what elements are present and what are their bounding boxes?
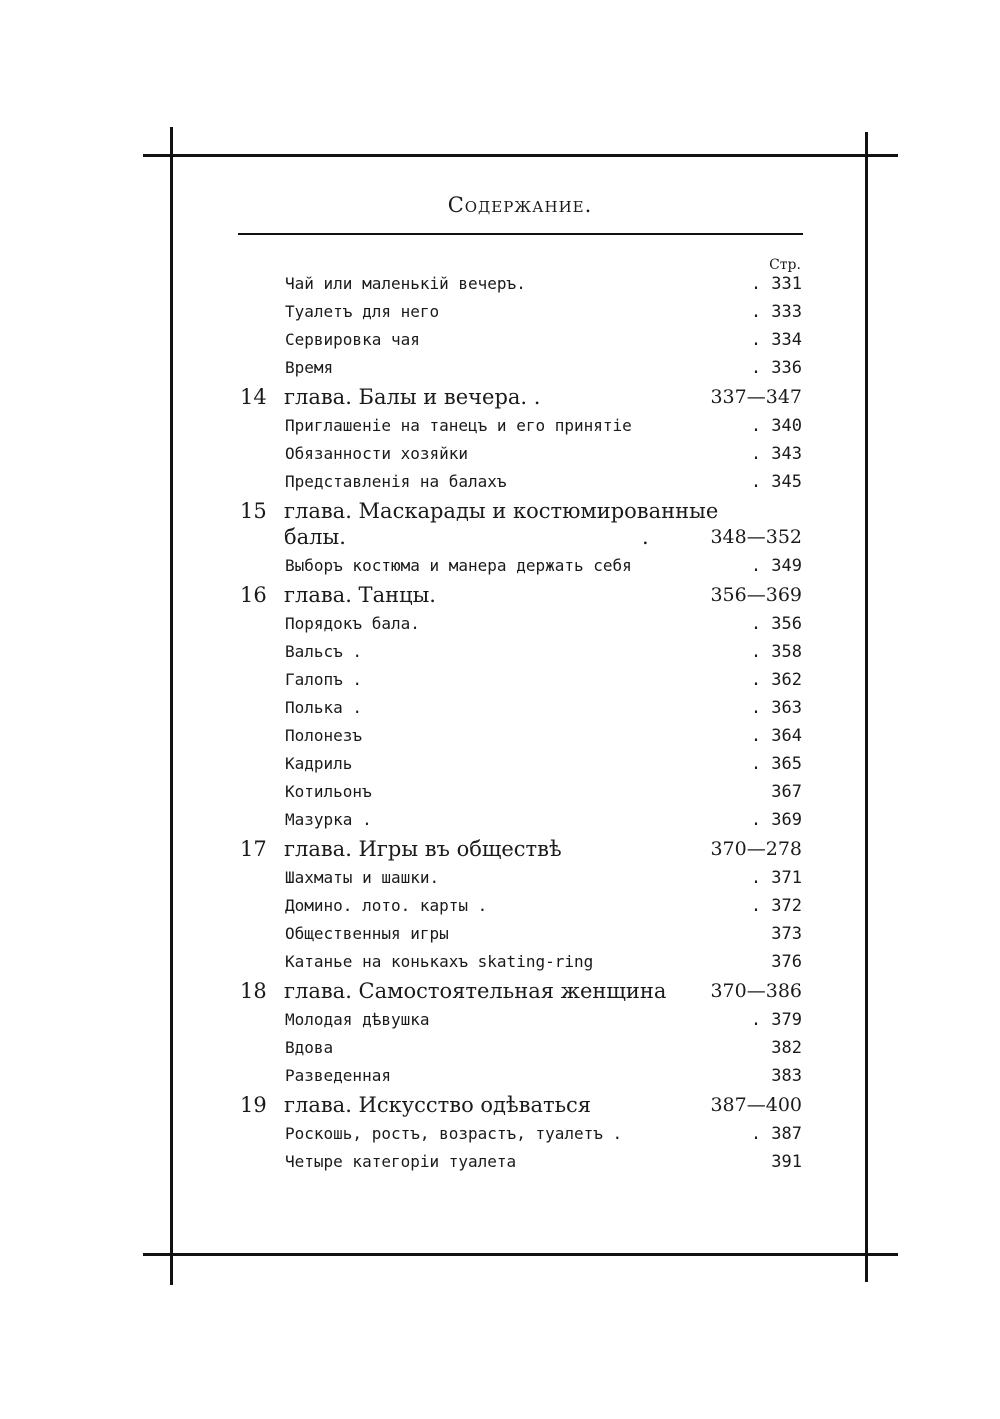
chapter-number: 15	[240, 499, 267, 523]
toc-entry-title: Общественныя игры	[285, 924, 449, 943]
toc-subentry	[240, 778, 805, 806]
toc-subentry	[240, 270, 805, 298]
chapter-title: глава. Искусство одѣваться	[284, 1093, 592, 1117]
toc-subentry	[240, 638, 805, 666]
toc-page-number: . 369	[750, 810, 802, 830]
toc-entry-title: Кадриль	[285, 754, 353, 773]
toc-subentry	[240, 468, 805, 496]
toc-entry-title: Чай или маленькій вечеръ.	[285, 274, 526, 293]
chapter-page-range: 370—278	[710, 838, 802, 860]
toc-page-number: . 365	[750, 754, 802, 774]
toc-page-number: . 363	[750, 698, 802, 718]
toc-entry-title: Шахматы и шашки.	[285, 868, 440, 887]
toc-page-number: . 358	[750, 642, 802, 662]
toc-entry-title: Вдова	[285, 1038, 334, 1057]
toc-entry-title: Время	[285, 358, 334, 377]
toc-page-number: . 372	[750, 896, 802, 916]
chapter-title: глава. Игры въ обществѣ	[284, 837, 562, 861]
chapter-number: 17	[240, 837, 267, 861]
toc-chapter	[240, 496, 805, 552]
chapter-title: глава. Танцы.	[284, 583, 436, 607]
leader-dot: .	[642, 525, 649, 549]
toc-subentry	[240, 412, 805, 440]
toc-page-number: 376	[771, 952, 802, 972]
right-frame-rule	[865, 132, 868, 1282]
toc-entry-title: Роскошь, ростъ, возрастъ, туалетъ .	[285, 1124, 623, 1143]
toc-subentry	[240, 666, 805, 694]
toc-chapter	[240, 382, 805, 412]
toc-entry-title: Приглашеніе на танецъ и его принятіе	[285, 416, 632, 435]
toc-chapter	[240, 834, 805, 864]
chapter-number: 14	[240, 385, 267, 409]
page-column-label: Стр.	[769, 257, 801, 273]
toc-entry-title: Катанье на конькахъ skating-ring	[285, 952, 594, 971]
bottom-frame-rule	[143, 1253, 898, 1256]
toc-entry-title: Котильонъ	[285, 782, 372, 801]
toc-subentry	[240, 298, 805, 326]
toc-entry-title: Представленія на балахъ	[285, 472, 507, 491]
toc-subentry	[240, 920, 805, 948]
toc-subentry	[240, 1062, 805, 1090]
toc-entry-title: Полька .	[285, 698, 363, 717]
toc-page-number: . 362	[750, 670, 802, 690]
toc-page-number: . 345	[750, 472, 802, 492]
toc-entry-title: Обязанности хозяйки	[285, 444, 469, 463]
toc-subentry	[240, 1148, 805, 1176]
toc-page-number: . 340	[750, 416, 802, 436]
title-underline	[238, 233, 803, 235]
toc-page-number: 373	[771, 924, 802, 944]
toc-page-number: 367	[771, 782, 802, 802]
toc-subentry	[240, 440, 805, 468]
toc-subentry	[240, 1120, 805, 1148]
toc-page-number: . 349	[750, 556, 802, 576]
chapter-page-range: 337—347	[710, 386, 802, 408]
toc-page-number: . 336	[750, 358, 802, 378]
toc-chapter	[240, 976, 805, 1006]
toc-page-number: 383	[771, 1066, 802, 1086]
toc-subentry	[240, 892, 805, 920]
toc-chapter	[240, 1090, 805, 1120]
toc-entry-title: Разведенная	[285, 1066, 391, 1085]
chapter-page-range: 370—386	[710, 980, 802, 1002]
toc-page-number: . 356	[750, 614, 802, 634]
chapter-title: глава. Самостоятельная женщина	[284, 979, 667, 1003]
toc-page-number: . 371	[750, 868, 802, 888]
toc-subentry	[240, 610, 805, 638]
chapter-number: 19	[240, 1093, 267, 1117]
top-frame-rule	[143, 154, 898, 157]
toc-entry-title: Галопъ .	[285, 670, 363, 689]
toc-entry-title: Выборъ костюма и манера держать себя	[285, 556, 632, 575]
toc-entry-title: Порядокъ бала.	[285, 614, 420, 633]
toc-chapter	[240, 580, 805, 610]
chapter-page-range: 387—400	[710, 1094, 802, 1116]
toc-page-number: 382	[771, 1038, 802, 1058]
toc-page-number: . 343	[750, 444, 802, 464]
toc-page-number: . 334	[750, 330, 802, 350]
toc-entry-title: Домино. лото. карты .	[285, 896, 488, 915]
chapter-page-range: 356—369	[710, 584, 802, 606]
chapter-title: глава. Балы и вечера. .	[284, 385, 541, 409]
table-of-contents	[240, 270, 805, 1176]
chapter-title-continued: балы.	[284, 525, 346, 549]
toc-entry-title: Вальсъ .	[285, 642, 363, 661]
toc-page-number: . 387	[750, 1124, 802, 1144]
toc-subentry	[240, 354, 805, 382]
toc-page-number: . 364	[750, 726, 802, 746]
toc-entry-title: Мазурка .	[285, 810, 372, 829]
toc-entry-title: Четыре категоріи туалета	[285, 1152, 517, 1171]
toc-page-number: . 331	[750, 274, 802, 294]
page-title: Содержание.	[447, 193, 593, 217]
left-frame-rule	[170, 127, 173, 1285]
toc-subentry	[240, 864, 805, 892]
toc-entry-title: Молодая дѣвушка	[285, 1010, 430, 1029]
toc-subentry	[240, 552, 805, 580]
toc-subentry	[240, 694, 805, 722]
toc-subentry	[240, 1006, 805, 1034]
toc-page-number: 391	[771, 1152, 802, 1172]
toc-subentry	[240, 722, 805, 750]
toc-subentry	[240, 750, 805, 778]
toc-subentry	[240, 806, 805, 834]
toc-entry-title: Туалетъ для него	[285, 302, 440, 321]
toc-subentry	[240, 1034, 805, 1062]
toc-subentry	[240, 948, 805, 976]
chapter-number: 16	[240, 583, 267, 607]
toc-page-number: . 379	[750, 1010, 802, 1030]
chapter-number: 18	[240, 979, 267, 1003]
toc-subentry	[240, 326, 805, 354]
chapter-title: глава. Маскарады и костюмированные	[284, 499, 719, 523]
toc-page-number: . 333	[750, 302, 802, 322]
toc-entry-title: Полонезъ	[285, 726, 363, 745]
chapter-page-range: 348—352	[710, 526, 802, 548]
toc-entry-title: Сервировка чая	[285, 330, 420, 349]
